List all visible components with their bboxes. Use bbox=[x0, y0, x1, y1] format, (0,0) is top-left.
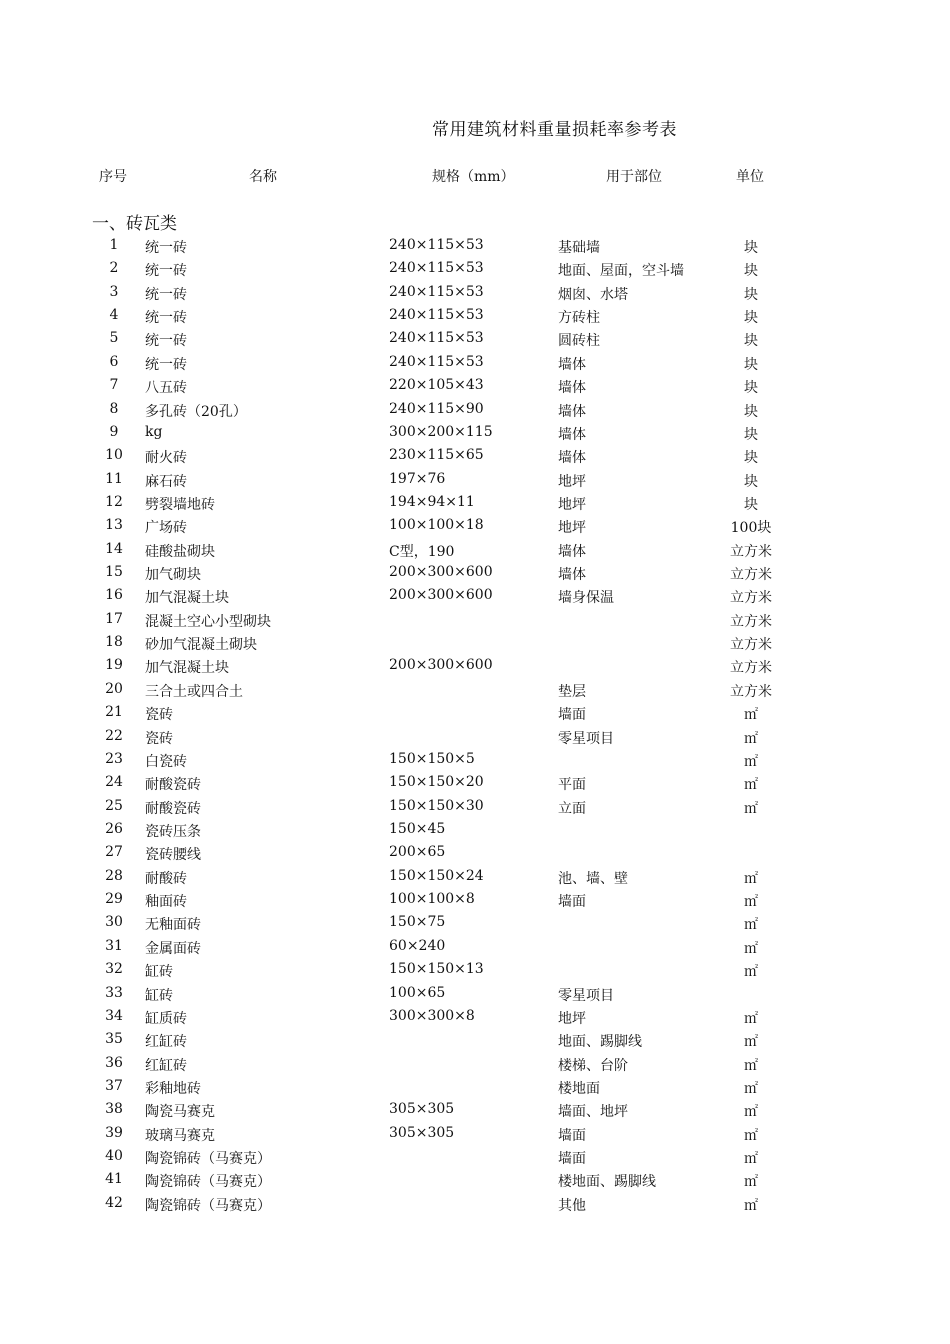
material-name: 缸砖 bbox=[145, 964, 173, 981]
table-row bbox=[0, 492, 950, 515]
unit: 块 bbox=[744, 240, 758, 256]
material-spec: 240×115×53 bbox=[389, 260, 484, 277]
row-number: 22 bbox=[105, 727, 123, 744]
material-spec: 305×305 bbox=[389, 1124, 455, 1141]
material-name: 金属面砖 bbox=[145, 940, 201, 957]
row-number: 3 bbox=[109, 283, 119, 300]
table-row bbox=[0, 1053, 950, 1076]
unit: 块 bbox=[744, 310, 758, 327]
usage-location: 垫层 bbox=[558, 683, 586, 700]
material-name: 统一砖 bbox=[145, 286, 187, 303]
usage-location: 墙体 bbox=[558, 450, 586, 467]
unit: ㎡ bbox=[744, 777, 758, 794]
material-name: 瓷砖压条 bbox=[145, 823, 201, 840]
row-number: 12 bbox=[105, 493, 123, 510]
row-number: 25 bbox=[105, 797, 123, 814]
usage-location: 楼梯、台阶 bbox=[558, 1057, 628, 1074]
unit: ㎡ bbox=[744, 800, 758, 817]
material-name: 耐酸瓷砖 bbox=[145, 800, 201, 817]
material-spec: 230×115×65 bbox=[389, 447, 484, 464]
row-number: 36 bbox=[105, 1054, 123, 1071]
row-number: 23 bbox=[105, 750, 123, 767]
table-row bbox=[0, 889, 950, 912]
material-name: 耐火砖 bbox=[145, 450, 187, 467]
material-name: 三合土或四合土 bbox=[145, 683, 243, 700]
table-row bbox=[0, 375, 950, 398]
usage-location: 墙面 bbox=[558, 1127, 586, 1144]
material-name: 耐酸砖 bbox=[145, 870, 187, 887]
material-spec: 305×305 bbox=[389, 1101, 455, 1118]
material-spec: 100×100×18 bbox=[389, 517, 484, 534]
row-number: 21 bbox=[105, 704, 123, 721]
table-row bbox=[0, 959, 950, 982]
usage-location: 立面 bbox=[558, 800, 586, 817]
row-number: 32 bbox=[105, 961, 123, 978]
table-row bbox=[0, 585, 950, 608]
usage-location: 其他 bbox=[558, 1197, 586, 1214]
row-number: 15 bbox=[105, 564, 123, 581]
material-spec: 300×200×115 bbox=[389, 423, 493, 440]
unit: 立方米 bbox=[730, 543, 772, 560]
table-row bbox=[0, 609, 950, 632]
unit: 块 bbox=[744, 450, 758, 467]
table-row bbox=[0, 1123, 950, 1146]
unit: ㎡ bbox=[744, 707, 758, 724]
usage-location: 方砖柱 bbox=[558, 310, 600, 327]
material-name: 八五砖 bbox=[145, 380, 187, 397]
unit: 100块 bbox=[730, 520, 772, 537]
material-name: 加气混凝土块 bbox=[145, 590, 229, 607]
row-number: 19 bbox=[105, 657, 123, 674]
usage-location: 地面、屋面，空斗墙 bbox=[558, 263, 684, 280]
table-row bbox=[0, 469, 950, 492]
usage-location: 墙体 bbox=[558, 356, 586, 373]
unit: ㎡ bbox=[744, 1127, 758, 1144]
section-heading: 一、砖瓦类 bbox=[92, 214, 177, 234]
row-number: 5 bbox=[109, 330, 119, 347]
table-row bbox=[0, 819, 950, 842]
usage-location: 地坪 bbox=[558, 473, 586, 490]
material-name: 无釉面砖 bbox=[145, 917, 201, 934]
row-number: 26 bbox=[105, 820, 123, 837]
row-number: 27 bbox=[105, 844, 123, 861]
row-number: 30 bbox=[105, 914, 123, 931]
row-number: 40 bbox=[105, 1148, 123, 1165]
material-name: 砂加气混凝土砌块 bbox=[145, 637, 257, 654]
table-row bbox=[0, 749, 950, 772]
material-name: 彩釉地砖 bbox=[145, 1080, 201, 1097]
material-name: 红缸砖 bbox=[145, 1034, 187, 1051]
header-use: 用于部位 bbox=[606, 169, 662, 185]
usage-location: 楼地面、踢脚线 bbox=[558, 1174, 656, 1191]
material-name: 硅酸盐砌块 bbox=[145, 543, 215, 560]
material-spec: 60×240 bbox=[389, 937, 446, 954]
usage-location: 地面、踢脚线 bbox=[558, 1034, 642, 1051]
table-row bbox=[0, 399, 950, 422]
unit: ㎡ bbox=[744, 940, 758, 957]
table-row bbox=[0, 422, 950, 445]
material-spec: 240×115×53 bbox=[389, 353, 484, 370]
material-spec: 220×105×43 bbox=[389, 377, 484, 394]
material-spec: 200×300×600 bbox=[389, 657, 493, 674]
table-row bbox=[0, 1006, 950, 1029]
table-row bbox=[0, 632, 950, 655]
row-number: 41 bbox=[105, 1171, 123, 1188]
table-row bbox=[0, 679, 950, 702]
unit: ㎡ bbox=[744, 894, 758, 911]
unit: 块 bbox=[744, 496, 758, 513]
unit: ㎡ bbox=[744, 1034, 758, 1051]
unit: 立方米 bbox=[730, 590, 772, 607]
material-name: 耐酸瓷砖 bbox=[145, 777, 201, 794]
unit: 块 bbox=[744, 263, 758, 280]
table-row bbox=[0, 515, 950, 538]
row-number: 38 bbox=[105, 1101, 123, 1118]
row-number: 20 bbox=[105, 680, 123, 697]
row-number: 37 bbox=[105, 1077, 123, 1094]
material-spec: 150×150×5 bbox=[389, 750, 475, 767]
usage-location: 墙体 bbox=[558, 403, 586, 420]
unit: ㎡ bbox=[744, 1080, 758, 1097]
row-number: 35 bbox=[105, 1031, 123, 1048]
usage-location: 零星项目 bbox=[558, 987, 614, 1004]
material-spec: 150×150×24 bbox=[389, 867, 484, 884]
row-number: 34 bbox=[105, 1007, 123, 1024]
unit: 块 bbox=[744, 333, 758, 350]
material-name: 红缸砖 bbox=[145, 1057, 187, 1074]
material-name: 陶瓷锦砖（马赛克） bbox=[145, 1174, 271, 1191]
table-row bbox=[0, 726, 950, 749]
unit: ㎡ bbox=[744, 753, 758, 770]
table-row bbox=[0, 258, 950, 281]
header-spec: 规格（mm） bbox=[432, 169, 515, 185]
material-name: 缸砖 bbox=[145, 987, 173, 1004]
material-table bbox=[0, 235, 950, 1216]
row-number: 16 bbox=[105, 587, 123, 604]
unit: 立方米 bbox=[730, 637, 772, 654]
material-name: 缸质砖 bbox=[145, 1010, 187, 1027]
usage-location: 烟囱、水塔 bbox=[558, 286, 628, 303]
material-name: 加气混凝土块 bbox=[145, 660, 229, 677]
material-spec: 240×115×53 bbox=[389, 330, 484, 347]
usage-location: 基础墙 bbox=[558, 240, 600, 256]
table-row bbox=[0, 866, 950, 889]
material-name: 混凝土空心小型砌块 bbox=[145, 613, 271, 630]
material-name: 统一砖 bbox=[145, 310, 187, 327]
usage-location: 墙面、地坪 bbox=[558, 1104, 628, 1121]
unit: ㎡ bbox=[744, 1057, 758, 1074]
row-number: 1 bbox=[109, 237, 119, 253]
unit: ㎡ bbox=[744, 1010, 758, 1027]
unit: ㎡ bbox=[744, 1174, 758, 1191]
material-name: 白瓷砖 bbox=[145, 753, 187, 770]
table-row bbox=[0, 702, 950, 725]
material-name: 劈裂墙地砖 bbox=[145, 496, 215, 513]
usage-location: 墙体 bbox=[558, 380, 586, 397]
usage-location: 墙体 bbox=[558, 567, 586, 584]
table-row bbox=[0, 655, 950, 678]
row-number: 7 bbox=[109, 377, 119, 394]
material-spec: 197×76 bbox=[389, 470, 446, 487]
material-spec: 150×150×20 bbox=[389, 774, 484, 791]
material-name: 多孔砖（20孔） bbox=[145, 403, 247, 420]
material-name: 玻璃马赛克 bbox=[145, 1127, 215, 1144]
unit: 块 bbox=[744, 356, 758, 373]
table-row bbox=[0, 796, 950, 819]
table-row bbox=[0, 1193, 950, 1216]
unit: 块 bbox=[744, 380, 758, 397]
row-number: 10 bbox=[105, 447, 123, 464]
table-row bbox=[0, 352, 950, 375]
header-unit: 单位 bbox=[736, 169, 764, 185]
table-row bbox=[0, 912, 950, 935]
row-number: 9 bbox=[109, 423, 119, 440]
unit: ㎡ bbox=[744, 730, 758, 747]
table-row bbox=[0, 936, 950, 959]
usage-location: 地坪 bbox=[558, 520, 586, 537]
material-name: 陶瓷马赛克 bbox=[145, 1104, 215, 1121]
table-row bbox=[0, 445, 950, 468]
usage-location: 平面 bbox=[558, 777, 586, 794]
row-number: 14 bbox=[105, 540, 123, 557]
unit: 立方米 bbox=[730, 660, 772, 677]
table-row bbox=[0, 235, 950, 258]
material-spec: 150×150×30 bbox=[389, 797, 484, 814]
material-name: 陶瓷锦砖（马赛克） bbox=[145, 1151, 271, 1168]
table-row bbox=[0, 562, 950, 585]
material-spec: 150×75 bbox=[389, 914, 446, 931]
unit: 块 bbox=[744, 403, 758, 420]
usage-location: 地坪 bbox=[558, 1010, 586, 1027]
unit: 立方米 bbox=[730, 683, 772, 700]
material-spec: 100×100×8 bbox=[389, 891, 475, 908]
usage-location: 地坪 bbox=[558, 496, 586, 513]
row-number: 42 bbox=[105, 1194, 123, 1211]
table-row bbox=[0, 983, 950, 1006]
table-row bbox=[0, 1029, 950, 1052]
table-row bbox=[0, 539, 950, 562]
row-number: 17 bbox=[105, 610, 123, 627]
material-spec: 240×115×53 bbox=[389, 283, 484, 300]
row-number: 18 bbox=[105, 634, 123, 651]
table-row bbox=[0, 772, 950, 795]
table-row bbox=[0, 1099, 950, 1122]
usage-location: 楼地面 bbox=[558, 1080, 600, 1097]
material-spec: 150×45 bbox=[389, 820, 446, 837]
unit: 块 bbox=[744, 286, 758, 303]
unit: 块 bbox=[744, 426, 758, 443]
unit: ㎡ bbox=[744, 1197, 758, 1214]
unit: 块 bbox=[744, 473, 758, 490]
material-spec: 240×115×53 bbox=[389, 307, 484, 324]
table-row bbox=[0, 842, 950, 865]
usage-location: 圆砖柱 bbox=[558, 333, 600, 350]
page-title: 常用建筑材料重量损耗率参考表 bbox=[432, 120, 677, 140]
material-name: 加气砌块 bbox=[145, 567, 201, 584]
row-number: 24 bbox=[105, 774, 123, 791]
row-number: 33 bbox=[105, 984, 123, 1001]
usage-location: 零星项目 bbox=[558, 730, 614, 747]
material-name: 麻石砖 bbox=[145, 473, 187, 490]
row-number: 39 bbox=[105, 1124, 123, 1141]
material-spec: 200×65 bbox=[389, 844, 446, 861]
material-spec: 300×300×8 bbox=[389, 1007, 475, 1024]
material-name: 瓷砖 bbox=[145, 707, 173, 724]
row-number: 4 bbox=[109, 307, 119, 324]
row-number: 13 bbox=[105, 517, 123, 534]
usage-location: 墙面 bbox=[558, 894, 586, 911]
unit: ㎡ bbox=[744, 917, 758, 934]
row-number: 11 bbox=[105, 470, 123, 487]
table-row bbox=[0, 1076, 950, 1099]
material-spec: 240×115×90 bbox=[389, 400, 484, 417]
material-name: 广场砖 bbox=[145, 520, 187, 537]
usage-location: 墙体 bbox=[558, 426, 586, 443]
material-name: 统一砖 bbox=[145, 356, 187, 373]
material-name: 陶瓷锦砖（马赛克） bbox=[145, 1197, 271, 1214]
material-name: kg bbox=[145, 423, 163, 440]
header-no: 序号 bbox=[99, 169, 127, 185]
material-spec: C型，190 bbox=[389, 543, 455, 560]
material-name: 统一砖 bbox=[145, 263, 187, 280]
unit: ㎡ bbox=[744, 1151, 758, 1168]
table-row bbox=[0, 328, 950, 351]
unit: 立方米 bbox=[730, 613, 772, 630]
material-spec: 194×94×11 bbox=[389, 493, 475, 510]
material-name: 瓷砖腰线 bbox=[145, 847, 201, 864]
unit: ㎡ bbox=[744, 1104, 758, 1121]
usage-location: 墙面 bbox=[558, 707, 586, 724]
material-name: 釉面砖 bbox=[145, 894, 187, 911]
material-spec: 150×150×13 bbox=[389, 961, 484, 978]
row-number: 28 bbox=[105, 867, 123, 884]
row-number: 31 bbox=[105, 937, 123, 954]
material-spec: 200×300×600 bbox=[389, 564, 493, 581]
table-row bbox=[0, 305, 950, 328]
usage-location: 池、墙、壁 bbox=[558, 870, 628, 887]
row-number: 6 bbox=[109, 353, 119, 370]
table-row bbox=[0, 1169, 950, 1192]
usage-location: 墙身保温 bbox=[558, 590, 614, 607]
row-number: 8 bbox=[109, 400, 119, 417]
header-name: 名称 bbox=[249, 169, 277, 185]
row-number: 2 bbox=[109, 260, 119, 277]
material-spec: 200×300×600 bbox=[389, 587, 493, 604]
unit: 立方米 bbox=[730, 567, 772, 584]
table-row bbox=[0, 282, 950, 305]
table-row bbox=[0, 1146, 950, 1169]
usage-location: 墙体 bbox=[558, 543, 586, 560]
material-spec: 100×65 bbox=[389, 984, 446, 1001]
row-number: 29 bbox=[105, 891, 123, 908]
material-name: 统一砖 bbox=[145, 240, 187, 256]
usage-location: 墙面 bbox=[558, 1151, 586, 1168]
unit: ㎡ bbox=[744, 964, 758, 981]
material-name: 瓷砖 bbox=[145, 730, 173, 747]
material-spec: 240×115×53 bbox=[389, 237, 484, 253]
material-name: 统一砖 bbox=[145, 333, 187, 350]
unit: ㎡ bbox=[744, 870, 758, 887]
